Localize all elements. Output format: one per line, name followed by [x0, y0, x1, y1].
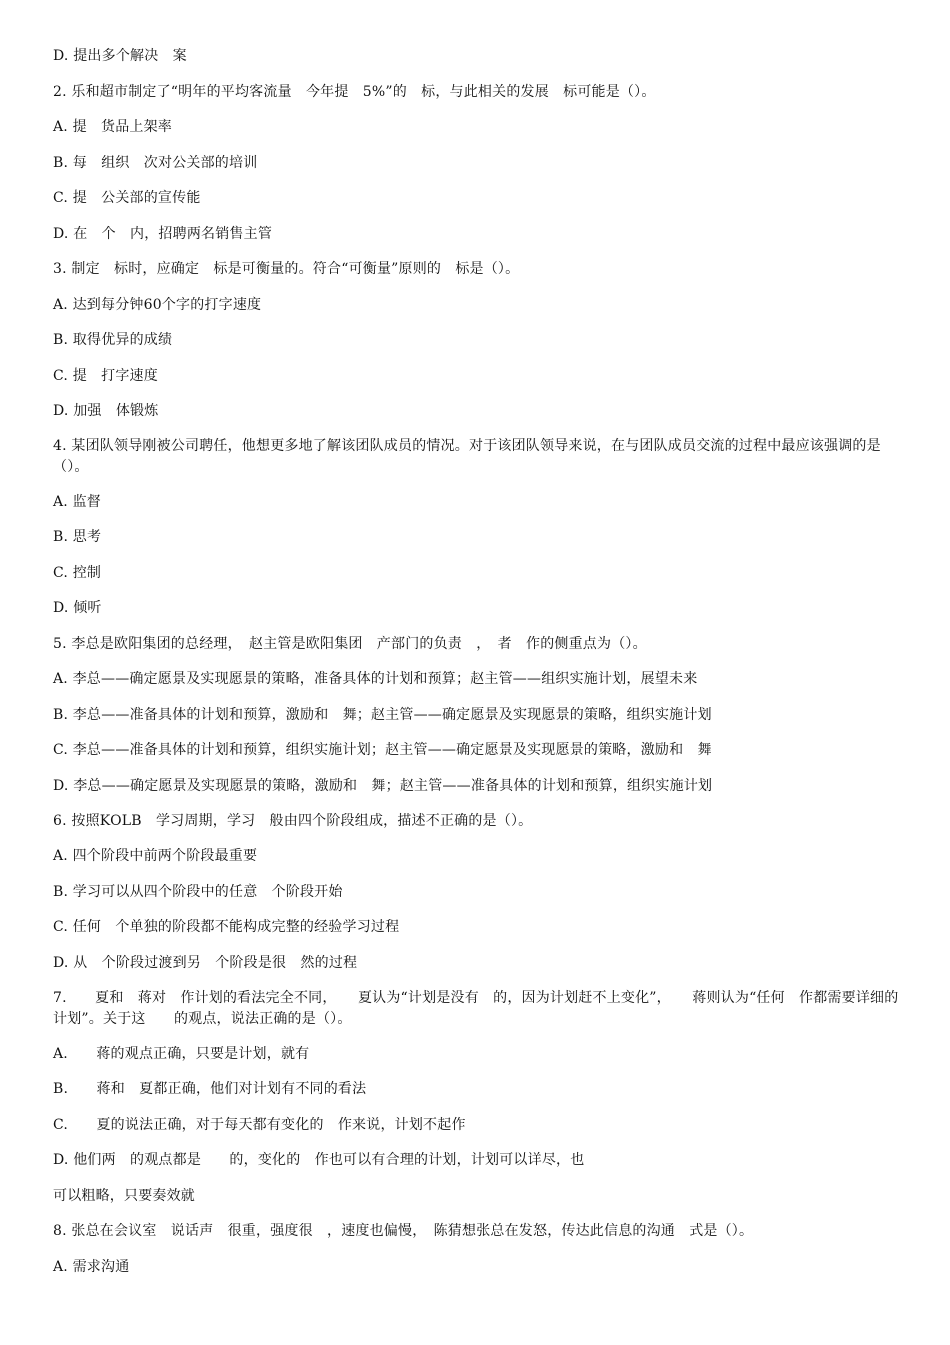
option-line: D. 在 个 内，招聘两名销售主管 — [53, 226, 273, 242]
option-line: D. 他们两 的观点都是 的，变化的 作也可以有合理的计划，计划可以详尽，也 — [53, 1152, 585, 1168]
option-line: B. 取得优异的成绩 — [53, 332, 173, 348]
option-line: D. 从 个阶段过渡到另 个阶段是很 然的过程 — [53, 955, 358, 971]
option-line: A. 监督 — [53, 494, 102, 510]
option-line: A. 提 货品上架率 — [53, 119, 173, 135]
option-line: C. 任何 个单独的阶段都不能构成完整的经验学习过程 — [53, 919, 400, 935]
question-line: 5. 李总是欧阳集团的总经理， 赵主管是欧阳集团 产部门的负责 ， 者 作的侧重点为（）。 — [53, 636, 647, 652]
option-line: C. 提 公关部的宣传能 — [53, 190, 201, 206]
option-line: C. 李总——准备具体的计划和预算，组织实施计划；赵主管——确定愿景及实现愿景的策略，激励和 舞 — [53, 742, 712, 758]
question-line: 7. 夏和 蒋对 作计划的看法完全不同， 夏认为“计划是没有 的，因为计划赶不上变化”， 蒋则认为“任何 作都需要详细的计划”。关于这 的观点，说法正确的是（）。 — [53, 990, 899, 1027]
option-line: C. 控制 — [53, 565, 102, 581]
option-line: A. 需求沟通 — [53, 1259, 130, 1275]
question-line: 6. 按照KOLB 学习周期，学习 般由四个阶段组成，描述不正确的是（）。 — [53, 813, 533, 829]
question-line: 8. 张总在会议室 说话声 很重，强度很 ，速度也偏慢， 陈猜想张总在发怒，传达此信息的沟通 式是（）。 — [53, 1223, 754, 1239]
option-line: D. 加强 体锻炼 — [53, 403, 159, 419]
option-line: A. 达到每分钟60个字的打字速度 — [53, 297, 262, 313]
question-line: 2. 乐和超市制定了“明年的平均客流量 今年提 5%”的 标，与此相关的发展 标可能是（）。 — [53, 84, 656, 100]
option-line: A. 四个阶段中前两个阶段最重要 — [53, 848, 258, 864]
option-line: A. 蒋的观点正确，只要是计划，就有 — [53, 1046, 310, 1062]
option-line: D. 提出多个解决 案 — [53, 48, 187, 64]
option-line: B. 思考 — [53, 529, 102, 545]
option-line: B. 学习可以从四个阶段中的任意 个阶段开始 — [53, 884, 343, 900]
option-line: C. 夏的说法正确，对于每天都有变化的 作来说，计划不起作 — [53, 1117, 466, 1133]
option-line: C. 提 打字速度 — [53, 368, 158, 384]
option-line: D. 李总——确定愿景及实现愿景的策略，激励和 舞；赵主管——准备具体的计划和预算，组织实施计划 — [53, 778, 713, 794]
option-line: A. 李总——确定愿景及实现愿景的策略，准备具体的计划和预算；赵主管——组织实施计划，展望未来 — [53, 671, 698, 687]
option-line: D. 倾听 — [53, 600, 102, 616]
option-line: B. 每 组织 次对公关部的培训 — [53, 155, 258, 171]
question-line: 4. 某团队领导刚被公司聘任，他想更多地了解该团队成员的情况。对于该团队领导来说，在与团队成员交流的过程中最应该强调的是（）。 — [53, 438, 881, 475]
option-line: B. 李总——准备具体的计划和预算，激励和 舞；赵主管——确定愿景及实现愿景的策略，组织实施计划 — [53, 707, 712, 723]
option-line: B. 蒋和 夏都正确，他们对计划有不同的看法 — [53, 1081, 367, 1097]
question-line: 3. 制定 标时，应确定 标是可衡量的。符合“可衡量”原则的 标是（）。 — [53, 261, 520, 277]
option-continuation-line: 可以粗略，只要奏效就 — [53, 1188, 195, 1204]
